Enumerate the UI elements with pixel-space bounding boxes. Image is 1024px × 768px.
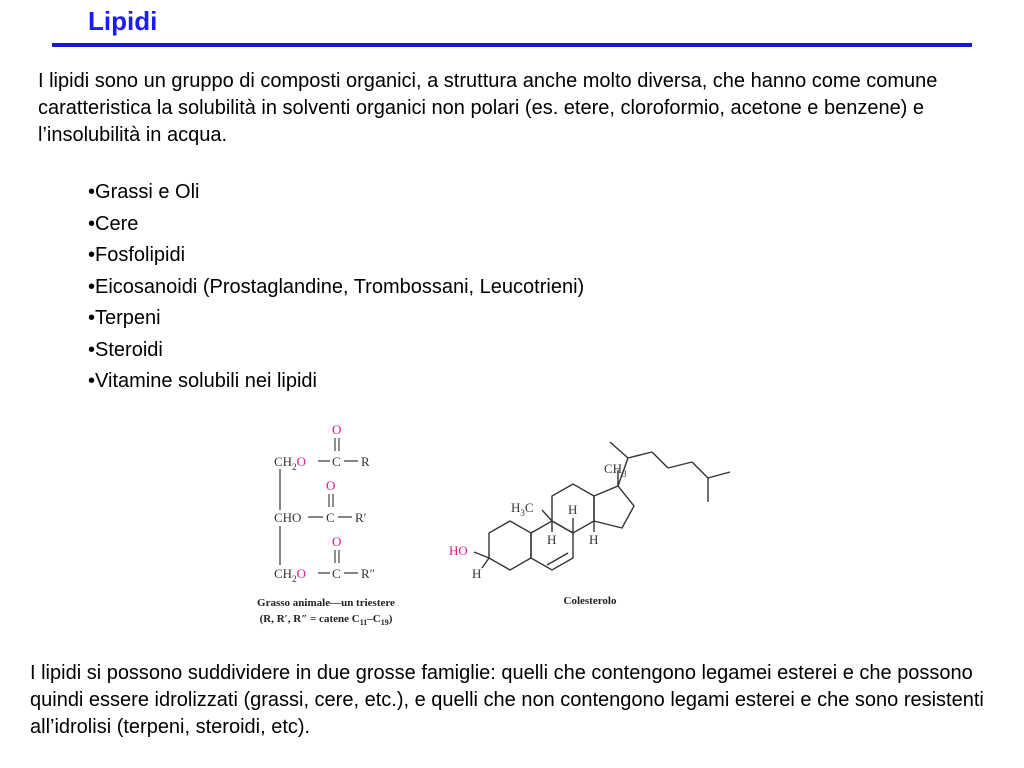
list-item: • Eicosanoidi (Prostaglandine, Trombossani, Leucotrieni): [88, 272, 584, 304]
triester-carbonyl-o3: O: [332, 534, 342, 549]
triester-carbonyl-o2: O: [326, 478, 336, 493]
cholesterol-h-c8: H: [568, 502, 578, 517]
lipid-classes-list: [88, 177, 584, 398]
triester-caption: Grasso animale—un triestere: [257, 597, 395, 609]
list-item: • Fosfolipidi: [88, 240, 584, 272]
triester-carbonyl-o1: O: [332, 422, 342, 437]
triester-r1: R: [361, 454, 370, 469]
triester-r3: R″: [361, 566, 376, 581]
triester-caption-chains: (R, R′, R″ = catene $C_{11}-C_{19}$): [259, 613, 393, 627]
title-underline: [52, 43, 972, 47]
cholesterol-h3c: $H_3C$: [511, 500, 534, 518]
triester-r2: R′: [355, 510, 367, 525]
page-title: Lipidi: [88, 6, 158, 36]
list-item: • Vitamine solubili nei lipidi: [88, 366, 584, 398]
list-item: • Steroidi: [88, 335, 584, 367]
intro-paragraph: I lipidi sono un gruppo di composti organici, a struttura anche molto diversa, che hanno come comune caratteristica la solubilità in solventi organici non polari (es. etere, cloroformio, acetone e benzene) e l’insolubilità in acqua.: [38, 70, 938, 146]
cholesterol-caption: Colesterolo: [563, 595, 617, 607]
triester-c2: C: [326, 510, 335, 525]
cholesterol-ho: HO: [449, 543, 468, 558]
triester-ch2-bottom: $CH_2O$: [274, 566, 306, 584]
closing-paragraph: I lipidi si possono suddividere in due grosse famiglie: quelli che contengono legamei esterei e che possono quindi essere idrolizzati (grassi, cere, etc.), e quelli che non contengono legami esterei e che sono resistenti all’idrolisi (terpeni, steroidi, etc).: [30, 662, 984, 738]
structures-figure: [230, 418, 750, 638]
cholesterol-ch3: $CH_3$: [604, 461, 627, 479]
list-item: • Grassi e Oli: [88, 177, 584, 209]
structures-svg: [230, 418, 750, 638]
triester-cho: CHO: [274, 510, 302, 525]
triester-c3: C: [332, 566, 341, 581]
cholesterol-labels: [449, 461, 627, 607]
list-item: • Cere: [88, 209, 584, 241]
cholesterol-h-c14: H: [589, 532, 599, 547]
cholesterol-h-c9: H: [547, 532, 557, 547]
cholesterol-h-c3: H: [472, 566, 482, 581]
list-item: • Terpeni: [88, 303, 584, 335]
triester-ch2-top: $CH_2O$: [274, 454, 306, 472]
triester-structure: [257, 422, 395, 627]
triester-c1: C: [332, 454, 341, 469]
